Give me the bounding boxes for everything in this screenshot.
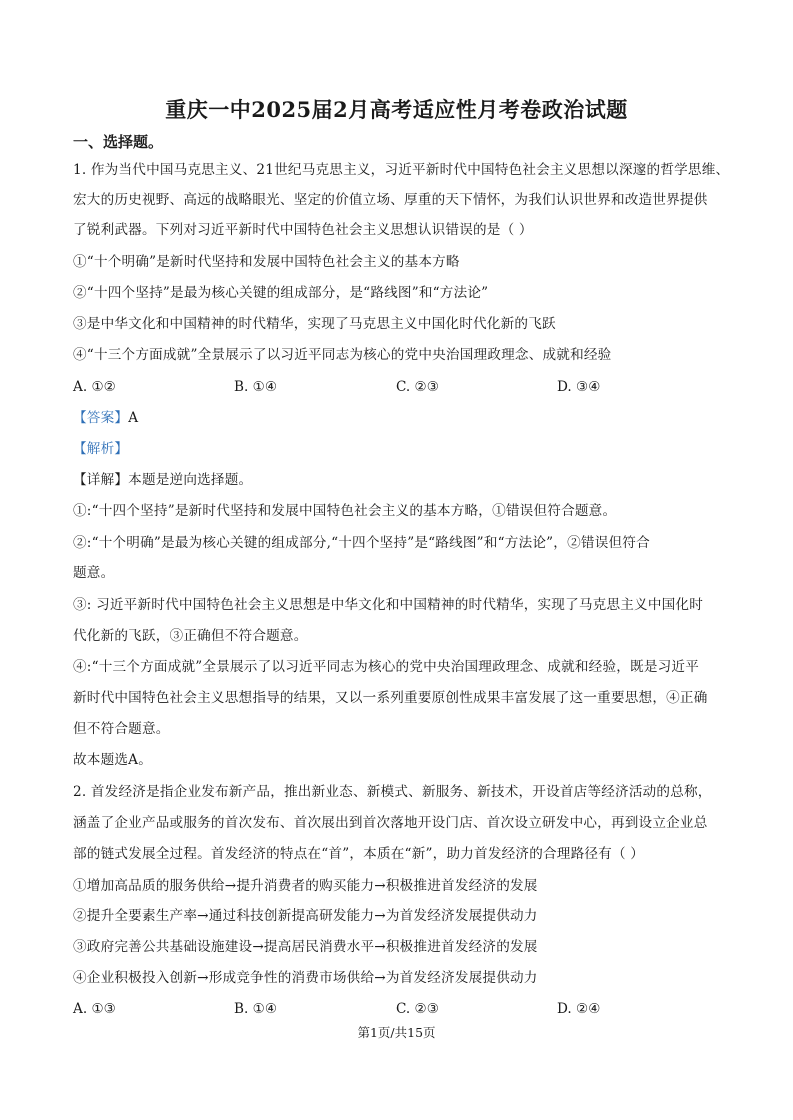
q1-statement: ②“十四个坚持”是最为核心关键的组成部分，是“路线图”和“方法论” xyxy=(73,285,489,301)
option-a: A. ①② xyxy=(73,379,116,395)
section-heading: 一、选择题。 xyxy=(73,133,164,151)
page-number: 第1页/共15页 xyxy=(357,1025,436,1040)
option-c: C. ②③ xyxy=(396,379,439,395)
answer-line xyxy=(73,408,138,428)
q1-statement: ④“十三个方面成就”全景展示了以习近平同志为核心的党中央治国理政理念、成就和经验 xyxy=(73,347,612,363)
q1-stem-line: 了锐利武器。下列对习近平新时代中国特色社会主义思想认识错误的是（ ） xyxy=(73,222,533,238)
q1-statement: ③是中华文化和中国精神的时代精华，实现了马克思主义中国化时代化新的飞跃 xyxy=(73,316,556,332)
answer-tag: 【答案】 xyxy=(73,410,129,426)
q2-stem-line: 涵盖了企业产品或服务的首次发布、首次展出到首次落地开设门店、首次设立研发中心，再到设立企业总 xyxy=(73,815,708,831)
analysis-tag: 【解析】 xyxy=(73,441,129,457)
q2-stem-line: 部的链式发展全过程。首发经济的特点在“首”，本质在“新”，助力首发经济的合理路径有（ ） xyxy=(73,846,645,862)
detail-line: 代化新的飞跃，③正确但不符合题意。 xyxy=(73,628,308,644)
option-b: B. ①④ xyxy=(234,1001,278,1017)
detail-line: ③: 习近平新时代中国特色社会主义思想是中华文化和中国精神的时代精华，实现了马克思主义中国化时 xyxy=(73,597,704,613)
option-b: B. ①④ xyxy=(234,379,278,395)
option-d: D. ②④ xyxy=(557,1001,601,1017)
detail-line: 【详解】本题是逆向选择题。 xyxy=(73,472,253,488)
detail-line: 新时代中国特色社会主义思想指导的结果，又以一系列重要原创性成果丰富发展了这一重要思想，④正确 xyxy=(73,690,708,706)
conclusion-line: 故本题选A。 xyxy=(73,752,152,768)
q2-stem-line: 2. 首发经济是指企业发布新产品，推出新业态、新模式、新服务、新技术，开设首店等经济活动的总称， xyxy=(73,784,712,800)
detail-line: ①:“十四个坚持”是新时代坚持和发展中国特色社会主义的基本方略，①错误但符合题意。 xyxy=(73,503,617,519)
q2-statement: ①增加高品质的服务供给→提升消费者的购买能力→积极推进首发经济的发展 xyxy=(73,878,538,894)
q1-stem-line: 宏大的历史视野、高远的战略眼光、坚定的价值立场、厚重的天下情怀，为我们认识世界和改造世界提供 xyxy=(73,192,708,208)
option-c: C. ②③ xyxy=(396,1001,439,1017)
answer-value: A xyxy=(128,410,139,426)
q1-statement: ①“十个明确”是新时代坚持和发展中国特色社会主义的基本方略 xyxy=(73,254,460,270)
detail-line: 题意。 xyxy=(73,565,115,581)
q1-stem-line: 1. 作为当代中国马克思主义、21世纪马克思主义，习近平新时代中国特色社会主义思想以深邃的哲学思维、 xyxy=(73,162,730,178)
option-d: D. ③④ xyxy=(557,379,601,395)
page-title: 重庆一中2025届2月高考适应性月考卷政治试题 xyxy=(165,97,628,122)
q2-statement: ④企业积极投入创新→形成竞争性的消费市场供给→为首发经济发展提供动力 xyxy=(73,970,538,986)
q2-statement: ②提升全要素生产率→通过科技创新提高研发能力→为首发经济发展提供动力 xyxy=(73,908,538,924)
detail-line: 但不符合题意。 xyxy=(73,721,170,737)
q2-statement: ③政府完善公共基础设施建设→提高居民消费水平→积极推进首发经济的发展 xyxy=(73,939,538,955)
detail-line: ④:“十三个方面成就”全景展示了以习近平同志为核心的党中央治国理政理念、成就和经验，既是习近平 xyxy=(73,659,700,675)
detail-line: ②:“十个明确”是最为核心关键的组成部分,“十四个坚持”是“路线图”和“方法论”，②错误但符合 xyxy=(73,535,650,551)
option-a: A. ①③ xyxy=(73,1001,116,1017)
